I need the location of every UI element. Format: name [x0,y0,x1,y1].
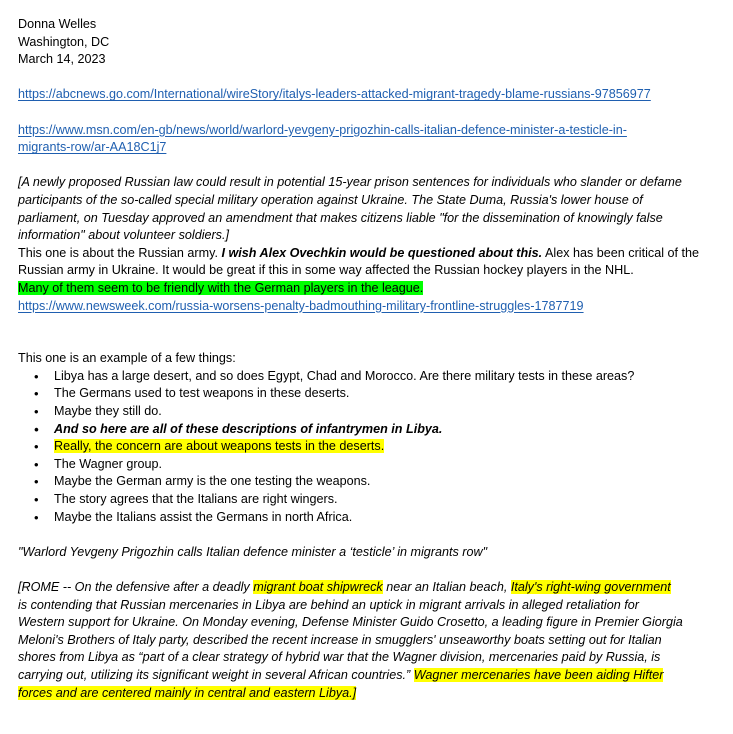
list-item: • Libya has a large desert, and so does Egypt, Chad and Morocco. Are there military tests in these areas? [54,368,723,386]
green-highlight-text: Many of them seem to be friendly with the German players in the league. [18,280,424,295]
bullet-list [18,368,723,526]
article-headline: "Warlord Yevgeny Prigozhin calls Italian defence minister a ‘testicle’ in migrants row" [18,544,488,559]
list-item: • The Wagner group. [54,456,723,474]
msn-link-line1[interactable]: https://www.msn.com/en-gb/news/world/warlord-yevgeny-prigozhin-calls-italian-defence-minister-a-testicle-in- [18,122,627,137]
msn-link-line2[interactable]: migrants-row/ar-AA18C1j7 [18,140,167,155]
quote1-line: parliament, on Tuesday approved an amendment that makes citizens liable "for the dissemination of knowingly false [18,210,663,225]
yellow-highlight-text: Italy's right-wing government [510,580,671,594]
letter-date: March 14, 2023 [18,52,106,67]
quote2-line: Meloni's Brothers of Italy party, described the recent increase in smugglers' unseaworthy boats setting out for Italian [18,632,662,647]
quote2-line: is contending that Russian mercenaries in Libya are behind an uptick in migrant arrivals in alleged retaliation for [18,597,639,612]
paragraph-russian-army [18,245,723,298]
list-item: • The Germans used to test weapons in these deserts. [54,385,723,403]
quote2-text: carrying out, utilizing its significant weight in several African countries.” [18,667,414,682]
list-item: • Maybe the Italians assist the Germans in north Africa. [54,509,723,527]
quote2-line: shores from Libya as “part of a clear strategy of hybrid war that the Wagner division, mercenaries paid by Russia, is [18,650,661,665]
yellow-highlight-text: Wagner mercenaries have been aiding Hifter [413,667,664,682]
newsweek-link[interactable]: https://www.newsweek.com/russia-worsens-penalty-badmouthing-military-frontline-struggles-1787719 [18,298,584,313]
para1-text-tail: Alex has been critical of the [542,245,700,260]
quote2-line: Western support for Ukraine. On Monday evening, Defense Minister Guido Crosetto, a leading figure in Premier Giorgia [18,615,683,630]
quote1-line: participants of the so-called special military operation against Ukraine. The State Duma, Russia's lower house of [18,192,643,207]
author-name: Donna Welles [18,17,97,31]
list-item: • Maybe the German army is the one testing the weapons. [54,473,723,491]
list-item [54,438,723,456]
list-item: • The story agrees that the Italians are right wingers. [54,491,723,509]
list-item: • And so here are all of these descriptions of infantrymen in Libya. [54,421,723,439]
quote2-text: [ROME -- On the defensive after a deadly [18,580,254,594]
quote-russian-law [18,174,723,244]
yellow-highlight-text: migrant boat shipwreck [253,580,383,594]
para1-text: This one is about the Russian army. [18,245,222,260]
quote2-text: near an Italian beach, [382,580,511,594]
letter-header [18,16,723,69]
quote1-line: information" about volunteer soldiers.] [18,228,229,243]
author-location: Washington, DC [18,34,110,49]
quote-rome [18,579,723,702]
para1-bold-text: I wish Alex Ovechkin would be questioned about this. [221,245,543,260]
yellow-highlight-text: forces and are centered mainly in central and eastern Libya.] [18,685,357,700]
para1-line2: Russian army in Ukraine. It would be great if this in some way affected the Russian hockey players in the NHL. [18,263,634,278]
yellow-highlight-text: Really, the concern are about weapons tests in the deserts. [54,439,385,454]
quote1-line: [A newly proposed Russian law could result in potential 15-year prison sentences for individuals who slander or defame [18,175,682,190]
list-item: • Maybe they still do. [54,403,723,421]
abcnews-link[interactable]: https://abcnews.go.com/International/wireStory/italys-leaders-attacked-migrant-tragedy-blame-russians-97856977 [18,87,651,102]
list-intro: This one is an example of a few things: [18,351,236,366]
